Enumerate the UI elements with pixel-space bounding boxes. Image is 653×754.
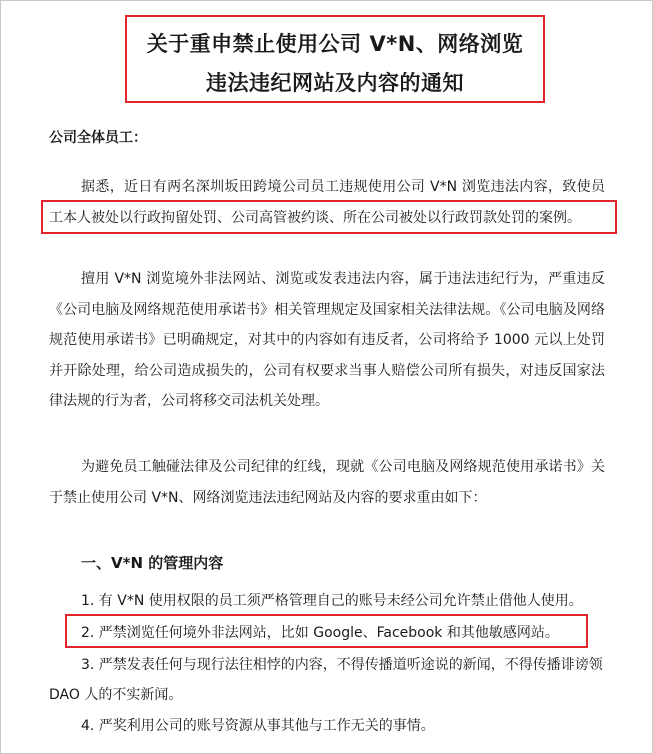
incident-highlight-box: [41, 200, 617, 234]
title-highlight-box: [125, 15, 545, 103]
title-line-1: 关于重申禁止使用公司 V*N、网络浏览: [146, 32, 524, 56]
salutation: 公司全体员工：: [49, 130, 147, 146]
list-item: 3. 严禁发表任何与现行法往相悖的内容，不得传播道听途说的新闻，不得传播诽谤领 DAO 人的不实新闻。: [49, 657, 603, 703]
section-title: 一、V*N 的管理内容: [81, 554, 224, 572]
list-item: 4. 严奖利用公司的账号资源从事其他与工作无关的事情。: [81, 718, 435, 734]
list-item: 2. 严禁浏览任何境外非法网站，比如 Google、Facebook 和其他敏感网站。: [81, 625, 559, 641]
paragraph-violation: 擅用 V*N 浏览境外非法网站、浏览或发表违法内容，属于违法违纪行为，严重违反《公司电脑及网络规范使用承诺书》相关管理规定及国家相关法律法规。《公司电脑及网络规范使用承诺书》已明确规定，对其中的内容如有违反者，公司将给予 1000 元以上处罚并开除处理，给公司造成损失的，公司有权要求当事人赔偿公司所有损失，对违反国家法律法规的行为者，公司将移交司法机关处理。: [49, 271, 605, 409]
paragraph-incident: 据悉，近日有两名深圳坂田跨境公司员工违规使用公司 V*N 浏览违法内容，致使员工本人被处以行政拘留处罚、公司高管被约谈、所在公司被处以行政罚款处罚的案例。: [49, 179, 605, 226]
list-item: 1. 有 V*N 使用权限的员工须严格管理自己的账号未经公司允许禁止借他人使用。: [81, 593, 583, 609]
title-line-2: 违法违纪网站及内容的通知: [206, 71, 464, 95]
item-highlight-box: [65, 614, 588, 648]
paragraph-reiteration: 为避免员工触碰法律及公司纪律的红线，现就《公司电脑及网络规范使用承诺书》关于禁止使用公司 V*N、网络浏览违法违纪网站及内容的要求重由如下：: [49, 459, 605, 506]
